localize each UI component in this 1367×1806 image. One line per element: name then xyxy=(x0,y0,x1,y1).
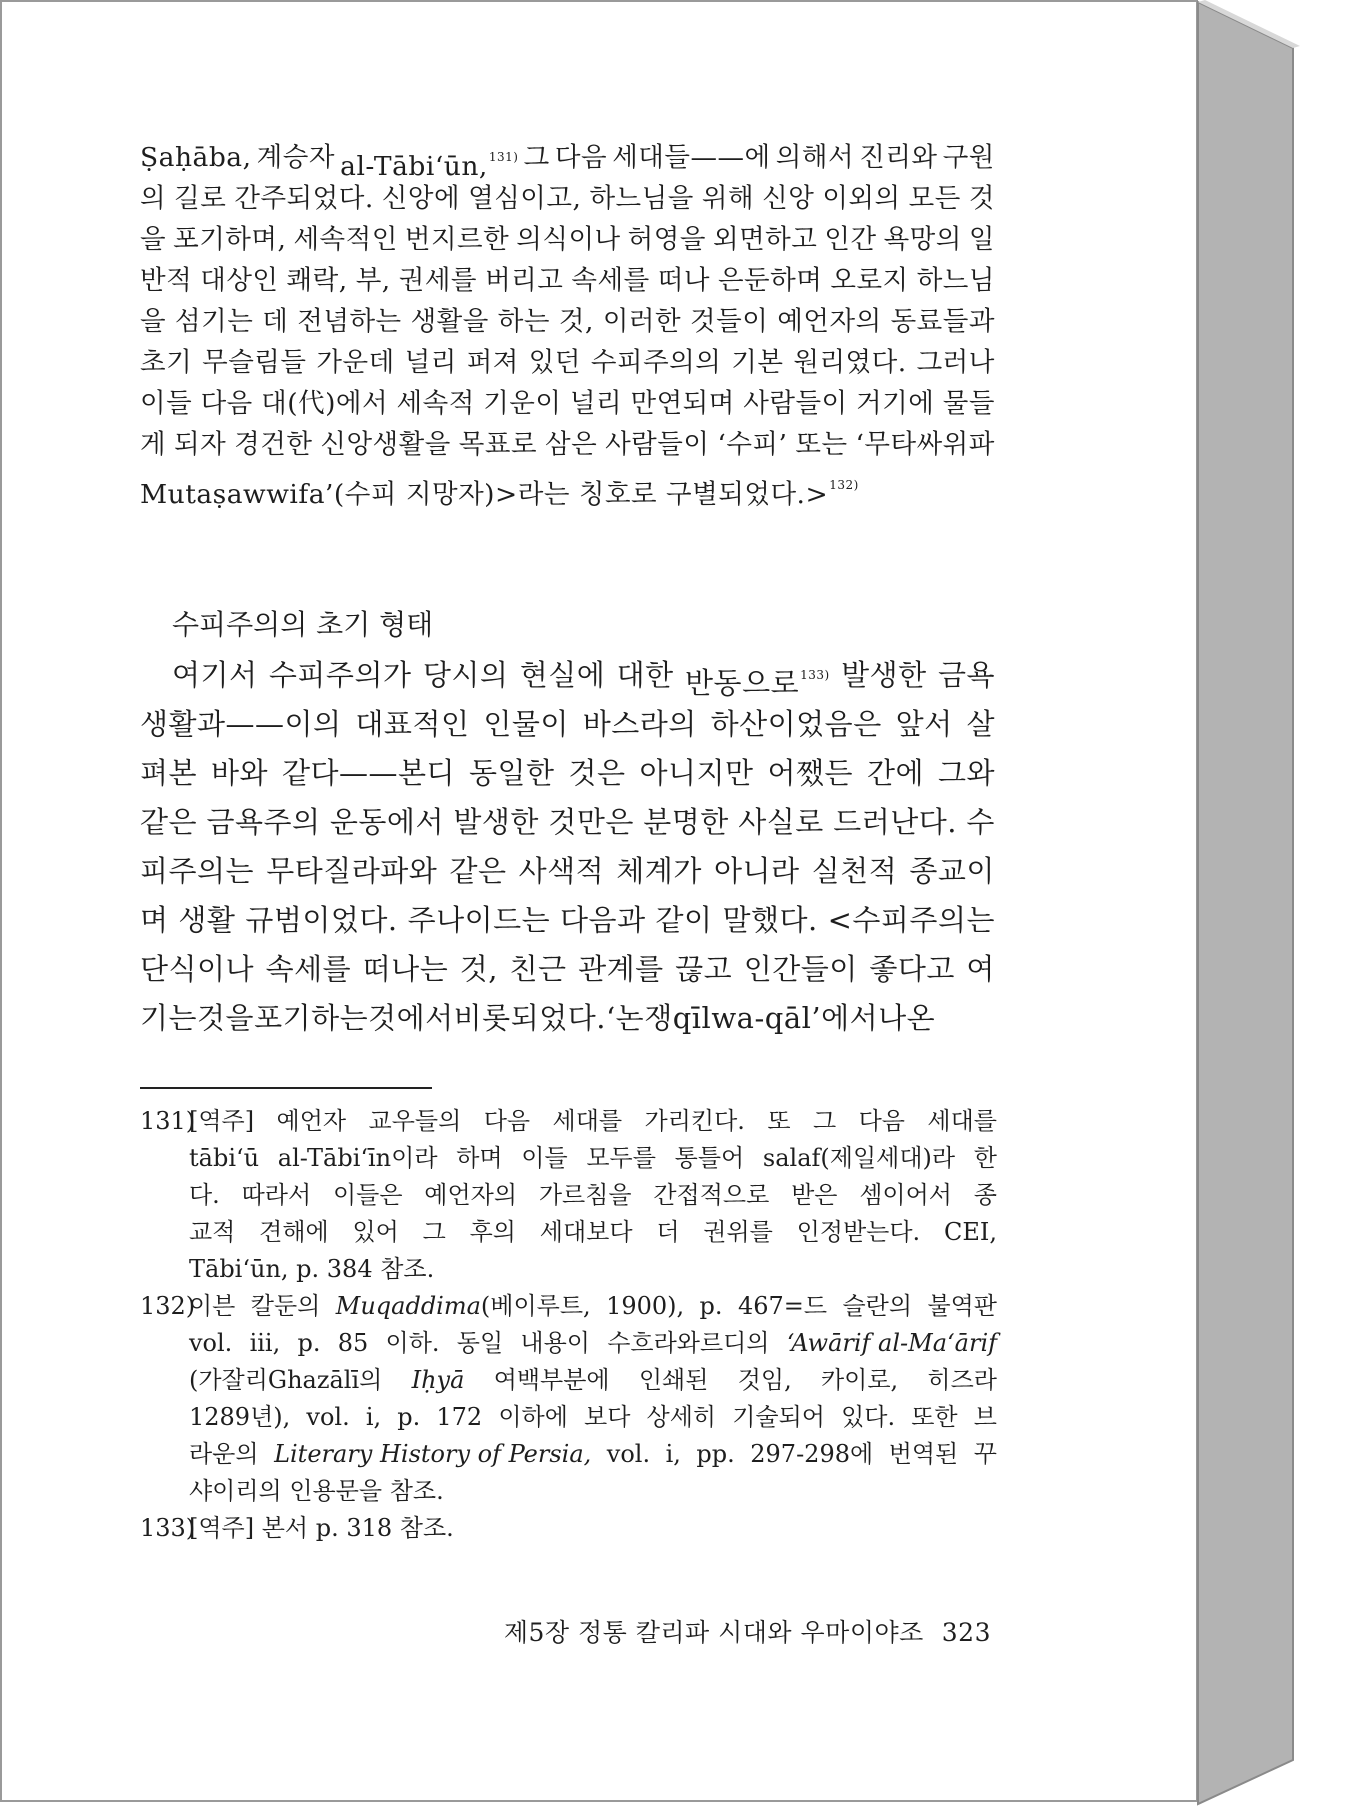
word: 동료들과 xyxy=(890,306,995,337)
word: 신앙 xyxy=(762,183,815,214)
word: wa-qāl’에서 xyxy=(711,1001,879,1035)
word: 생활 xyxy=(178,903,236,937)
word: 대표적인 xyxy=(355,707,470,741)
word: 물들 xyxy=(942,388,995,419)
word: 반적 xyxy=(140,265,193,296)
paragraph-1-line xyxy=(140,301,995,342)
word: 되자 xyxy=(174,429,227,460)
word: 수흐라와르디의 xyxy=(607,1329,770,1357)
word: 기술되어 xyxy=(732,1403,825,1431)
word: 그러나 xyxy=(916,347,995,378)
footnote-reference: 133) xyxy=(800,668,830,682)
word: 생활과——이의 xyxy=(140,707,342,741)
word: 또한 xyxy=(911,1403,958,1431)
word: 히즈라 xyxy=(927,1366,997,1394)
footnote-line xyxy=(140,1436,997,1473)
word: p. xyxy=(699,1292,723,1320)
word: i, xyxy=(665,1440,681,1468)
word: 기는 xyxy=(140,1001,198,1035)
word: Tābi‘ūn, p. 384 참조. xyxy=(189,1255,435,1283)
word: 동일한 xyxy=(468,756,555,790)
word: 것을 xyxy=(197,1001,255,1035)
word: 목표로 xyxy=(458,429,538,460)
footnotes xyxy=(140,1103,997,1547)
word: 더 xyxy=(656,1218,680,1246)
word: 기운이 xyxy=(483,388,562,419)
paragraph-1-line xyxy=(140,219,995,260)
word: 모두를 xyxy=(586,1144,656,1172)
word: 끊고 xyxy=(675,952,733,986)
footnote-line xyxy=(140,1251,997,1288)
word: 꾸 xyxy=(973,1440,997,1468)
word: CEI, xyxy=(943,1218,997,1246)
paragraph-2-line xyxy=(140,994,995,1043)
word: 간주되었다. xyxy=(234,183,374,214)
word: 간접적으로 xyxy=(653,1181,770,1209)
word: 같은 xyxy=(140,805,198,839)
word: 어쨌든 xyxy=(767,756,854,790)
word: 기본 xyxy=(731,347,784,378)
word: iii, xyxy=(249,1329,281,1357)
footnote-line xyxy=(140,1214,997,1251)
word: 대상인 xyxy=(200,265,279,296)
word: 간에 xyxy=(866,756,925,790)
word: 카이로, xyxy=(820,1366,899,1394)
word: 을 xyxy=(140,306,167,337)
word: 대(代)에서 xyxy=(261,388,389,419)
word: 상세히 xyxy=(646,1403,717,1431)
paragraph-2-line xyxy=(140,798,995,847)
word: 통틀어 xyxy=(674,1144,745,1172)
word: ‘수피’ xyxy=(717,429,788,460)
word: Literary History of Persia, xyxy=(274,1440,592,1468)
word: 세속적인 xyxy=(293,224,398,255)
word: 금욕주의 xyxy=(206,805,321,839)
word: 하느님을 xyxy=(589,183,694,214)
paragraph-1-line xyxy=(140,260,995,301)
word: 다음 xyxy=(554,142,608,173)
word: 467=드 xyxy=(737,1292,828,1320)
word: 앞서 xyxy=(895,707,953,741)
footnote-line xyxy=(140,1362,997,1399)
word: 피주의는 xyxy=(140,854,255,888)
word: 드러난다. xyxy=(833,805,957,839)
word: 것들이 xyxy=(690,306,769,337)
word: 교적 xyxy=(189,1218,236,1246)
word: 사람들이 xyxy=(743,388,848,419)
paragraph-1-line xyxy=(140,342,995,383)
word: 이들은 xyxy=(332,1181,403,1209)
paragraph-2-line xyxy=(140,749,995,798)
word: 권위를 xyxy=(703,1218,773,1246)
word: 한 xyxy=(973,1144,997,1172)
word: 널리 xyxy=(404,347,457,378)
word: 금욕 xyxy=(937,658,995,692)
footnote-132 xyxy=(140,1288,997,1510)
word: salaf(제일세대)라 xyxy=(762,1144,956,1172)
paragraph-2-line xyxy=(140,700,995,749)
word: 브 xyxy=(973,1403,997,1431)
word: 따라서 xyxy=(241,1181,312,1209)
word: 수 xyxy=(966,805,995,839)
word: 그 xyxy=(523,142,550,173)
word: 것, xyxy=(558,306,594,337)
paragraph-1-line xyxy=(140,178,995,219)
word: 의식이나 xyxy=(516,224,621,255)
word: 현실에 xyxy=(519,658,606,692)
word: ‘무타싸위파 xyxy=(855,429,995,460)
word: 위해 xyxy=(701,183,755,214)
word: 예언자 xyxy=(276,1107,347,1135)
word: 신앙에 xyxy=(381,183,461,214)
word: 번역된 xyxy=(888,1440,959,1468)
word: 칼둔의 xyxy=(250,1292,321,1320)
word: 이러한 xyxy=(602,306,682,337)
word: 1900), xyxy=(606,1292,685,1320)
word: 분명한 xyxy=(643,805,729,839)
word: 전념하는 xyxy=(297,306,402,337)
word: 다음 xyxy=(200,388,253,419)
paragraph-2-line xyxy=(140,651,995,700)
word: 주나이드는 xyxy=(407,903,551,937)
word: (가잘리Ghazālī의 xyxy=(189,1366,383,1394)
word: 번지르한 xyxy=(404,224,510,255)
word: 같은 xyxy=(449,854,507,888)
word: 같다——본디 xyxy=(281,756,456,790)
word: 것에서 xyxy=(368,1001,454,1035)
word: 오로지 xyxy=(830,265,909,296)
word: 교우들의 xyxy=(368,1107,462,1135)
word: 신앙생활을 xyxy=(320,429,451,460)
word: 게 xyxy=(140,429,167,460)
word: 그 xyxy=(812,1107,837,1135)
word: 계승자 xyxy=(256,142,335,173)
word: 당시의 xyxy=(422,658,509,692)
word: 받은 xyxy=(791,1181,838,1209)
word: 하며 xyxy=(456,1144,503,1172)
paragraph-1-line xyxy=(140,137,995,182)
word: 수피주의가 xyxy=(268,658,412,692)
word: 아니지만 xyxy=(639,756,754,790)
word: 여 xyxy=(966,952,995,986)
word: tābi‘ū xyxy=(189,1144,260,1172)
word: 무슬림들 xyxy=(202,347,307,378)
word: 체계가 xyxy=(616,854,702,888)
word: 퍼져 xyxy=(466,347,519,378)
word: 원리였다. xyxy=(793,347,907,378)
paragraph-1-line xyxy=(140,383,995,424)
footnote-133 xyxy=(140,1510,997,1547)
word: 포기하며, xyxy=(173,224,287,255)
word: 수피주의의 xyxy=(590,347,722,378)
word: 좋다고 xyxy=(869,952,955,986)
word: 떠나 xyxy=(657,265,710,296)
word: 사실로 xyxy=(738,805,824,839)
footnote-line xyxy=(140,1473,997,1510)
word: 경건한 xyxy=(234,429,313,460)
word: 가리킨다. xyxy=(644,1107,745,1135)
word: p. xyxy=(397,1403,421,1431)
paragraph-2 xyxy=(140,651,995,1043)
paragraph-1 xyxy=(140,137,995,510)
word: 섬기는 xyxy=(175,306,254,337)
word: 것은 xyxy=(568,756,626,790)
word: 은둔하며 xyxy=(717,265,823,296)
word: 관계를 xyxy=(578,952,664,986)
word: 내용이 xyxy=(520,1329,590,1357)
word: 사람들이 xyxy=(605,429,710,460)
word: 이하. xyxy=(385,1329,440,1357)
word: 일 xyxy=(968,224,995,255)
word: 삼은 xyxy=(544,429,598,460)
paragraph-1-line xyxy=(140,465,995,510)
word: 바스라의 xyxy=(582,707,697,741)
word: 인쇄된 xyxy=(638,1366,709,1394)
word: 의해서 xyxy=(775,142,855,173)
word: 실천적 xyxy=(811,854,898,888)
word: 외면하고 xyxy=(712,224,818,255)
footnote-divider xyxy=(140,1087,432,1089)
word: 인간 xyxy=(824,224,877,255)
word: <수피주의는 xyxy=(827,903,995,937)
footnote-line xyxy=(140,1140,997,1177)
word: 만연되며 xyxy=(630,388,735,419)
word: 보다 xyxy=(584,1403,631,1431)
word: i, xyxy=(365,1403,382,1431)
word: Muqaddima(베이루트, xyxy=(335,1292,591,1320)
word: 생활을 xyxy=(410,306,489,337)
paragraph-2-line xyxy=(140,847,995,896)
word: 사색적 xyxy=(518,854,605,888)
word: 무타질라파와 xyxy=(266,854,438,888)
word: 이들 xyxy=(521,1144,568,1172)
word: 슬란의 xyxy=(842,1292,913,1320)
word: 말했다. xyxy=(722,903,818,937)
word: 인물이 xyxy=(483,707,569,741)
word: 열심이고, xyxy=(468,183,582,214)
word: 후의 xyxy=(469,1218,516,1246)
word: 구원 xyxy=(942,142,995,173)
word: 발생한 xyxy=(453,805,539,839)
word: 대한 xyxy=(616,658,674,692)
footnote-131 xyxy=(140,1103,997,1288)
footnote-number: 131) xyxy=(140,1107,196,1135)
footnote-line xyxy=(140,1103,997,1140)
word: 것임, xyxy=(737,1366,792,1394)
word: 라운의 xyxy=(189,1440,259,1468)
word: 세대들——에 xyxy=(612,142,771,173)
word: 길로 xyxy=(174,183,227,214)
word: 것 xyxy=(968,183,995,214)
word: al-Tābi‘īn이라 xyxy=(277,1144,438,1172)
paragraph-2-line xyxy=(140,945,995,994)
word: 권세를 xyxy=(398,265,478,296)
word: 세대보다 xyxy=(539,1218,633,1246)
word: 세대를 xyxy=(552,1107,623,1135)
footnote-number: 132) xyxy=(140,1292,196,1320)
footnote-reference: 131) xyxy=(488,150,519,164)
footnote-line xyxy=(140,1399,997,1436)
word: 을 xyxy=(140,224,167,255)
word: 모든 xyxy=(908,183,961,214)
footnote-reference: 132) xyxy=(829,478,859,492)
word: 의 xyxy=(140,183,167,214)
word: Ṣaḥāba, xyxy=(140,142,252,173)
word: 것, xyxy=(459,952,498,986)
paragraph-2-line xyxy=(140,896,995,945)
word: 85 xyxy=(337,1329,369,1357)
word: 이들 xyxy=(140,388,193,419)
word: 있다. xyxy=(841,1403,896,1431)
word: pp. xyxy=(696,1440,735,1468)
word: 샤이리의 인용문을 참조. xyxy=(189,1477,444,1505)
word: [역주] 본서 p. 318 참조. xyxy=(189,1514,454,1542)
word: 데 xyxy=(262,306,289,337)
word: 하느님 xyxy=(916,265,995,296)
word: 여기서 xyxy=(172,658,258,692)
word: 허영을 xyxy=(627,224,706,255)
word: 종 xyxy=(973,1181,997,1209)
word: Mutaṣawwifa’(수피 지망자)>라는 칭호로 구별되었다.>$^{132)}$ xyxy=(140,478,859,510)
word: 세대를 xyxy=(927,1107,997,1135)
paragraph-1-line xyxy=(140,424,995,465)
word: 다음 xyxy=(858,1107,905,1135)
word: 널리 xyxy=(569,388,623,419)
footnote-line xyxy=(140,1510,997,1547)
word: 여백부분에 xyxy=(493,1366,610,1394)
word: 견해에 xyxy=(259,1218,329,1246)
word: 진리와 xyxy=(859,142,938,173)
word: 초기 xyxy=(140,347,193,378)
word: 하는 xyxy=(497,306,550,337)
word: 아니라 xyxy=(713,854,800,888)
word: 발생한 xyxy=(841,658,927,692)
word: 또는 xyxy=(795,429,848,460)
word: 부, xyxy=(355,265,391,296)
word: 며 xyxy=(140,903,169,937)
word: 단식이나 xyxy=(140,952,255,986)
page-number: 323 xyxy=(941,1618,991,1647)
word: 속세를 xyxy=(571,265,650,296)
word: vol. xyxy=(306,1403,350,1431)
word: 하산이었음은 xyxy=(710,707,882,741)
word: 속세를 xyxy=(265,952,352,986)
word: 인간들이 xyxy=(743,952,858,986)
word: [역주] xyxy=(189,1107,255,1135)
word: vol. xyxy=(189,1329,233,1357)
word: ‘Awārif al-Ma‘ārif xyxy=(786,1329,997,1357)
word: 그 xyxy=(422,1218,446,1246)
word: 인정받는다. xyxy=(796,1218,921,1246)
word: 이하에 xyxy=(498,1403,568,1431)
word: 것만은 xyxy=(548,805,634,839)
word: ‘논쟁qīl xyxy=(605,1001,712,1035)
word: p. xyxy=(297,1329,321,1357)
word: Iḥyā xyxy=(411,1366,465,1394)
word: 예언자의 xyxy=(424,1181,518,1209)
word: 거기에 xyxy=(856,388,935,419)
word: 셈이어서 xyxy=(859,1181,952,1209)
word: 바와 xyxy=(210,756,269,790)
word: 다음과 xyxy=(560,903,646,937)
word: 포기하는 xyxy=(254,1001,369,1035)
word: 규범이었다. xyxy=(245,903,398,937)
word: 동일 xyxy=(456,1329,504,1357)
word: 나온 xyxy=(878,1001,936,1035)
word: 있어 xyxy=(352,1218,399,1246)
word: 가르침을 xyxy=(538,1181,632,1209)
footnote-line xyxy=(140,1288,997,1325)
word: 살 xyxy=(966,707,995,741)
footnote-line xyxy=(140,1325,997,1362)
footnote-number: 133) xyxy=(140,1514,196,1542)
word: 펴본 xyxy=(140,756,198,790)
word: 세속적 xyxy=(396,388,475,419)
word: 친근 xyxy=(509,952,567,986)
word: 종교이 xyxy=(909,854,995,888)
word: 297-298에 xyxy=(750,1440,874,1468)
footnote-line xyxy=(140,1177,997,1214)
word: vol. xyxy=(606,1440,651,1468)
word: 예언자의 xyxy=(777,306,882,337)
word: 버리고 xyxy=(485,265,564,296)
word: 1289년), xyxy=(189,1403,291,1431)
word: 불역판 xyxy=(927,1292,997,1320)
word: 172 xyxy=(436,1403,483,1431)
section-heading: 수피주의의 초기 형태 xyxy=(172,608,434,641)
word: 같이 xyxy=(655,903,713,937)
word: 가운데 xyxy=(316,347,395,378)
word: 다음 xyxy=(483,1107,531,1135)
word: 있던 xyxy=(528,347,581,378)
word: 떠나는 xyxy=(362,952,449,986)
word: 또 xyxy=(767,1107,791,1135)
word: 운동에서 xyxy=(329,805,444,839)
chapter-title: 제5장 정통 칼리파 시대와 우마이야조 xyxy=(503,1618,924,1647)
word: 이외의 xyxy=(822,183,901,214)
word: al-Tābi‘ūn,$^{131)}$ xyxy=(340,150,519,182)
word: 이븐 xyxy=(189,1292,236,1320)
word: 다. xyxy=(189,1181,220,1209)
word: 욕망의 xyxy=(883,224,962,255)
word: 쾌락, xyxy=(286,265,348,296)
word: 반동으로$^{133)}$ xyxy=(685,666,830,700)
page-footer xyxy=(504,1615,991,1651)
word: 그와 xyxy=(937,756,995,790)
word: 비롯되었다. xyxy=(453,1001,606,1035)
